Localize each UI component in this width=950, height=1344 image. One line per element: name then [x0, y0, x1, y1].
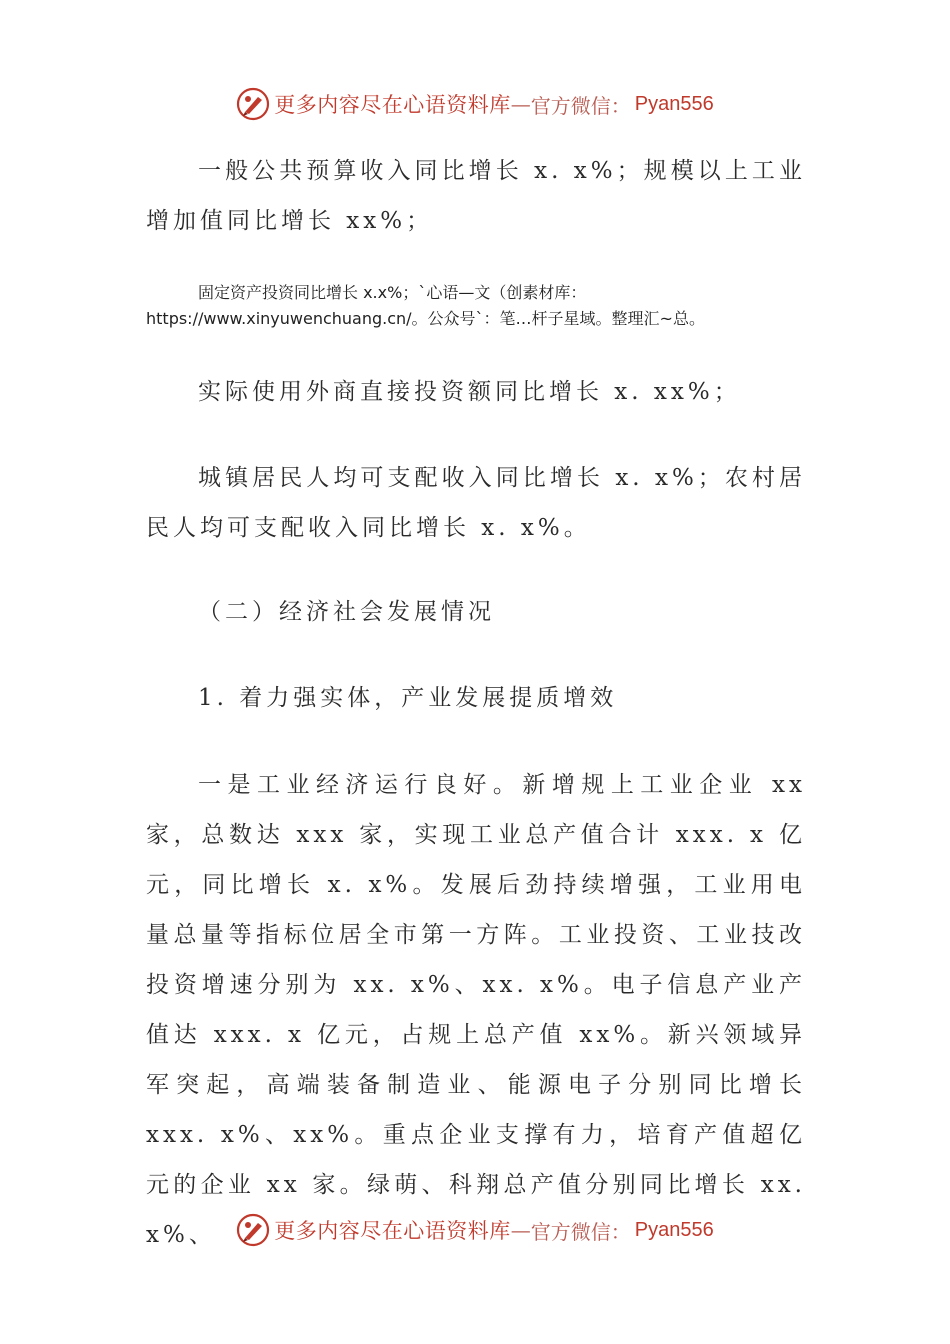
footer-wechat-label: 官方微信：: [530, 1219, 631, 1244]
sub-heading: 1. 着力强实体，产业发展提质增效: [198, 685, 618, 711]
pen-logo-icon: [236, 87, 270, 121]
footer-brand-text: 更多内容尽在心语资料库: [274, 1219, 511, 1243]
footer-dash: —: [510, 1218, 531, 1242]
note-fixed-asset-investment: 固定资产投资同比增长 x.x%；`心语—文（创素材库：https://www.xinyuwenchuang.cn/。公众号`：笔…杆子星域。整理汇~总。: [146, 283, 705, 328]
paragraph-budget-revenue: 一般公共预算收入同比增长 x. x%；规模以上工业增加值同比增长 xx%；: [146, 158, 806, 234]
header-wechat-id: Pyan556: [634, 92, 714, 115]
paragraph-foreign-investment: 实际使用外商直接投资额同比增长 x. xx%；: [198, 379, 741, 405]
paragraph-industrial-economy: 一是工业经济运行良好。新增规上工业企业 xx 家，总数达 xxx 家，实现工业总产值合计 xxx. x 亿元，同比增长 x. x%。发展后劲持续增强，工业用电量总量等指标位居全市第一方阵。工业投资、工业技改投资增速分别为 xx. x%、xx. x%。电子信息产业产值达 xxx. x 亿元，占规上总产值 xx%。新兴领域异军突起，高端装备制造业、能源电子分别同比增长 xxx. x%、xx%。重点企业支撑有力，培育产值超亿元的企业 xx 家。绿萌、科翔总产值分别同比增长 xx. x%、: [146, 772, 806, 1248]
pen-logo-icon: [236, 1213, 270, 1247]
footer-wechat-id: Pyan556: [634, 1218, 714, 1241]
header-banner: [0, 84, 950, 124]
paragraph-resident-income: 城镇居民人均可支配收入同比增长 x. x%；农村居民人均可支配收入同比增长 x. x%。: [146, 465, 806, 541]
footer-banner: [0, 1210, 950, 1250]
header-wechat-label: 官方微信：: [530, 93, 631, 118]
header-brand-text: 更多内容尽在心语资料库: [274, 93, 511, 117]
section-heading: （二）经济社会发展情况: [198, 599, 495, 625]
header-dash: —: [510, 92, 531, 116]
